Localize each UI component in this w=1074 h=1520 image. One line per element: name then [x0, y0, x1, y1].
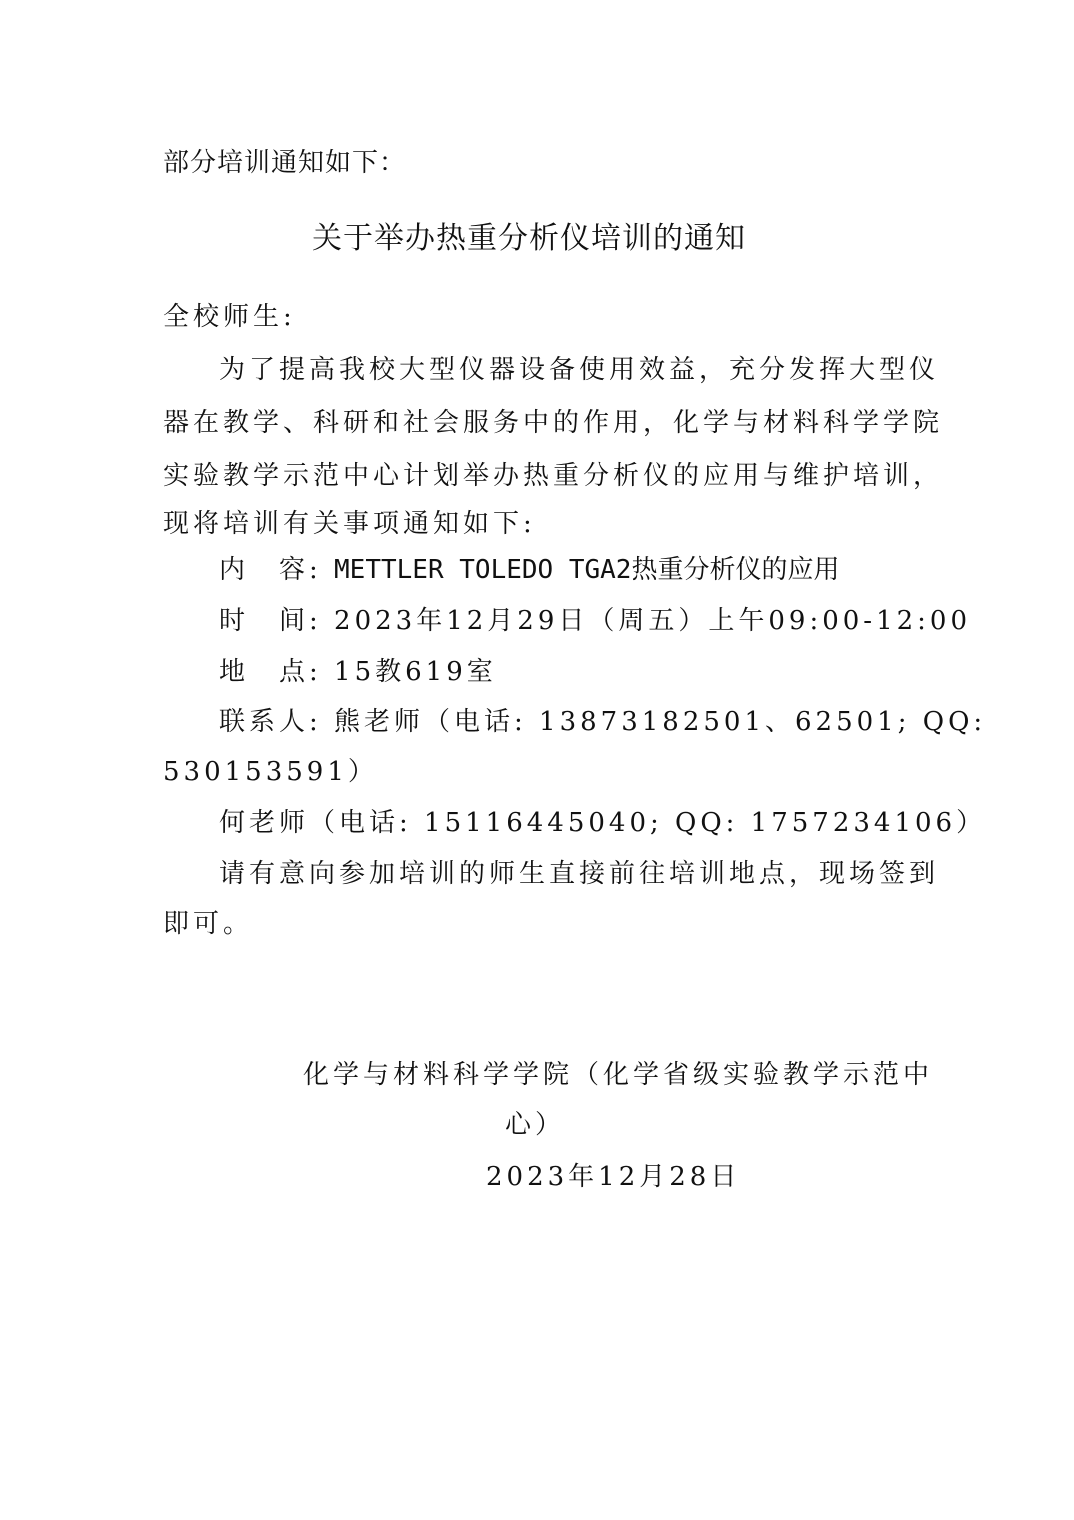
signature-org-line2: 心） [505, 1110, 566, 1140]
notice-title: 关于举办热重分析仪培训的通知 [312, 221, 746, 256]
contact-label: 联系人: [219, 707, 322, 737]
section-heading: 部分培训通知如下： [163, 148, 407, 178]
content-row [219, 553, 839, 587]
paragraph-line-2: 器在教学、科研和社会服务中的作用，化学与材料科学学院 [163, 408, 944, 438]
content-label: 内 容: [219, 555, 322, 585]
closing-line-1: 请有意向参加培训的师生直接前往培训地点，现场签到 [219, 859, 940, 889]
contact-value-line3: 何老师（电话: 15116445040; QQ: 1757234106） [219, 808, 987, 838]
time-value: 2023年12月29日（周五）上午09:00-12:00 [334, 606, 972, 636]
closing-line-2: 即可。 [163, 909, 254, 939]
signature-org-line1: 化学与材料科学学院（化学省级实验教学示范中 [303, 1060, 934, 1090]
time-label: 时 间: [219, 606, 322, 636]
paragraph-line-4: 现将培训有关事项通知如下: [163, 509, 536, 539]
time-row [219, 604, 971, 638]
paragraph-line-3: 实验教学示范中心计划举办热重分析仪的应用与维护培训， [163, 461, 944, 491]
place-value: 15教619室 [334, 657, 497, 687]
paragraph-line-1: 为了提高我校大型仪器设备使用效益，充分发挥大型仪 [219, 355, 940, 385]
signature-date: 2023年12月28日 [486, 1162, 741, 1192]
contact-value-line2: 530153591） [163, 757, 378, 787]
contact-value-line1: 熊老师（电话: 13873182501、62501; QQ: [334, 707, 987, 737]
salutation: 全校师生: [163, 302, 296, 332]
contact-row [219, 705, 986, 739]
content-value: METTLER TOLEDO TGA2热重分析仪的应用 [334, 555, 840, 585]
place-row [219, 655, 497, 689]
place-label: 地 点: [219, 657, 322, 687]
